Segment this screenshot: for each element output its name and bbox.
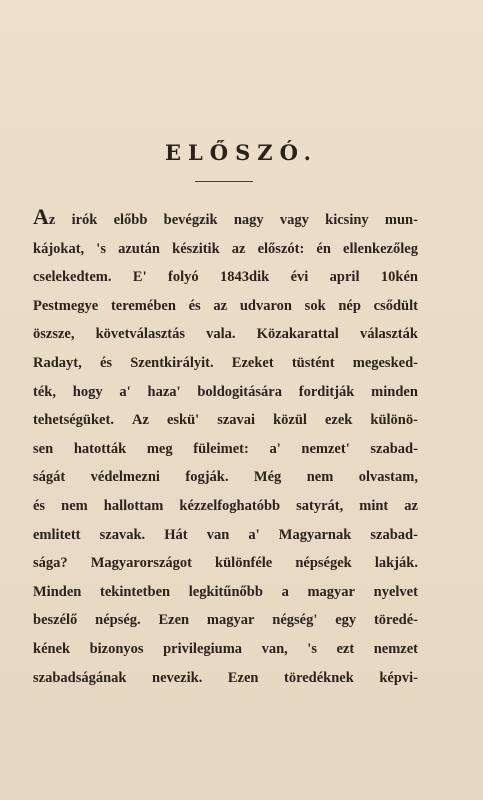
- word: 10kén: [380, 269, 418, 286]
- word: cselekedtem.: [33, 269, 112, 286]
- page-heading: ELŐSZÓ.: [165, 140, 318, 165]
- word: udvaron: [239, 297, 292, 314]
- word: szavai: [217, 412, 256, 429]
- word: füleimet:: [193, 440, 249, 457]
- text-line: [33, 635, 418, 664]
- word: népségek: [295, 555, 352, 572]
- word: csődült: [373, 297, 418, 314]
- word: beszélő: [33, 612, 78, 629]
- word: nevezik.: [152, 669, 203, 686]
- word: képvi-: [379, 669, 418, 686]
- word: Hát: [164, 526, 188, 543]
- word: tüstént: [291, 354, 335, 371]
- word: Pestmegye: [33, 297, 99, 314]
- text-line: [33, 578, 418, 607]
- word: Szentkirályit.: [130, 354, 214, 371]
- word: lakják.: [374, 555, 418, 572]
- text-line: [33, 263, 418, 292]
- initial-letter: A: [33, 204, 49, 229]
- word: egy: [335, 612, 357, 629]
- word: hallottam: [103, 497, 164, 514]
- word: évi: [290, 269, 309, 286]
- word: kézzelfoghatóbb: [179, 497, 281, 514]
- word: van,: [261, 640, 288, 657]
- word: magyar: [307, 583, 355, 600]
- word: fogják.: [185, 469, 229, 486]
- word: mun-: [384, 212, 418, 228]
- word: minden: [371, 383, 418, 400]
- word: tehetségüket.: [33, 412, 114, 429]
- word: azután: [118, 240, 160, 257]
- word: különféle: [215, 555, 273, 572]
- text-line: [33, 549, 418, 578]
- heading-rule: [195, 181, 253, 182]
- word: april: [329, 269, 360, 286]
- preface-paragraph: [33, 206, 418, 692]
- word: ezek: [324, 412, 353, 429]
- word: folyó: [168, 269, 199, 286]
- word: előbb: [113, 212, 148, 228]
- word: nem: [306, 469, 334, 486]
- word: satyrát,: [296, 497, 344, 514]
- word: hatották: [73, 440, 127, 457]
- word: 's: [96, 240, 106, 257]
- word: különö-: [370, 412, 418, 429]
- text-line: [33, 378, 418, 407]
- word: vala.: [206, 326, 236, 343]
- word: védelmezni: [90, 469, 160, 486]
- word: választák: [359, 326, 418, 343]
- word: Közakarattal: [256, 326, 339, 343]
- word: Magyarnak: [278, 526, 352, 543]
- word: emlitett: [33, 526, 81, 543]
- word: a': [248, 526, 260, 543]
- word: legkitűnőbb: [188, 583, 263, 600]
- word: Ezen: [158, 612, 190, 629]
- word: szabad-: [370, 440, 418, 457]
- word: szabad-: [370, 526, 418, 543]
- word: Ezeket: [231, 354, 274, 371]
- text-line: [33, 406, 418, 435]
- word: kének: [33, 640, 71, 657]
- word: E': [132, 269, 147, 286]
- word: az: [404, 497, 418, 514]
- word: töredéknek: [283, 669, 354, 686]
- word: nyelvet: [373, 583, 418, 600]
- word: magyar: [206, 612, 255, 629]
- word: privilegiuma: [163, 640, 243, 657]
- word: készitik: [172, 240, 220, 257]
- word: Magyarországot: [90, 555, 192, 572]
- word: öszsze,: [33, 326, 75, 343]
- word: bizonyos: [89, 640, 144, 657]
- word: töredé-: [373, 612, 418, 629]
- word: olvastam,: [358, 469, 418, 486]
- word: az: [231, 240, 246, 257]
- word: és: [33, 497, 46, 514]
- word: sok: [304, 297, 326, 314]
- word: sen: [33, 440, 54, 457]
- word: a': [119, 383, 131, 400]
- word: közül: [273, 412, 307, 429]
- word: teremében: [110, 297, 176, 314]
- word: bevégzik: [163, 212, 218, 228]
- word: nemzet: [373, 640, 418, 657]
- word: 1843dik: [220, 269, 270, 286]
- text-line: [33, 435, 418, 464]
- word: és: [99, 354, 113, 371]
- word: nagy: [233, 212, 264, 228]
- word: népség.: [95, 612, 141, 629]
- word: vagy: [279, 212, 309, 228]
- word: Az: [131, 412, 149, 429]
- word: Ezen: [227, 669, 259, 686]
- text-line: [33, 292, 418, 321]
- text-line: [33, 463, 418, 492]
- word: ságát: [33, 469, 66, 486]
- word: a: [281, 583, 289, 600]
- word: szavak.: [99, 526, 146, 543]
- word: haza': [147, 383, 181, 400]
- word: mint: [359, 497, 389, 514]
- word: négség': [272, 612, 318, 629]
- word: meg: [146, 440, 173, 457]
- text-line: [33, 521, 418, 550]
- word: hogy: [72, 383, 103, 400]
- word: szabadságának: [33, 669, 127, 686]
- word: Az: [33, 204, 56, 229]
- word: az: [213, 297, 228, 314]
- word: Még: [253, 469, 282, 486]
- text-line: [33, 492, 418, 521]
- word: forditják: [298, 383, 355, 400]
- word: nem: [61, 497, 88, 514]
- word: ezt: [336, 640, 355, 657]
- word: Radayt,: [33, 354, 82, 371]
- word: irók: [71, 212, 98, 228]
- word: követválasztás: [95, 326, 186, 343]
- word: sága?: [33, 555, 68, 572]
- word: tekintetben: [100, 583, 171, 600]
- word: ték,: [33, 383, 56, 400]
- word: nemzet': [301, 440, 350, 457]
- text-line: [33, 606, 418, 635]
- text-line: [33, 349, 418, 378]
- text-line: [33, 235, 418, 264]
- text-line: [33, 664, 418, 693]
- word: 's: [307, 640, 317, 657]
- word: és: [188, 297, 201, 314]
- text-line: [33, 206, 418, 235]
- word: boldogitására: [197, 383, 282, 400]
- word: Minden: [33, 583, 82, 600]
- word: a': [269, 440, 281, 457]
- word: előszót:: [257, 240, 305, 257]
- word: kicsiny: [325, 212, 369, 228]
- word: megesked-: [352, 354, 418, 371]
- text-line: [33, 320, 418, 349]
- word: én: [316, 240, 331, 257]
- word: ellenkezőleg: [343, 240, 418, 257]
- word: eskü': [166, 412, 200, 429]
- word: kájokat,: [33, 240, 85, 257]
- word: nép: [338, 297, 361, 314]
- word: van: [206, 526, 230, 543]
